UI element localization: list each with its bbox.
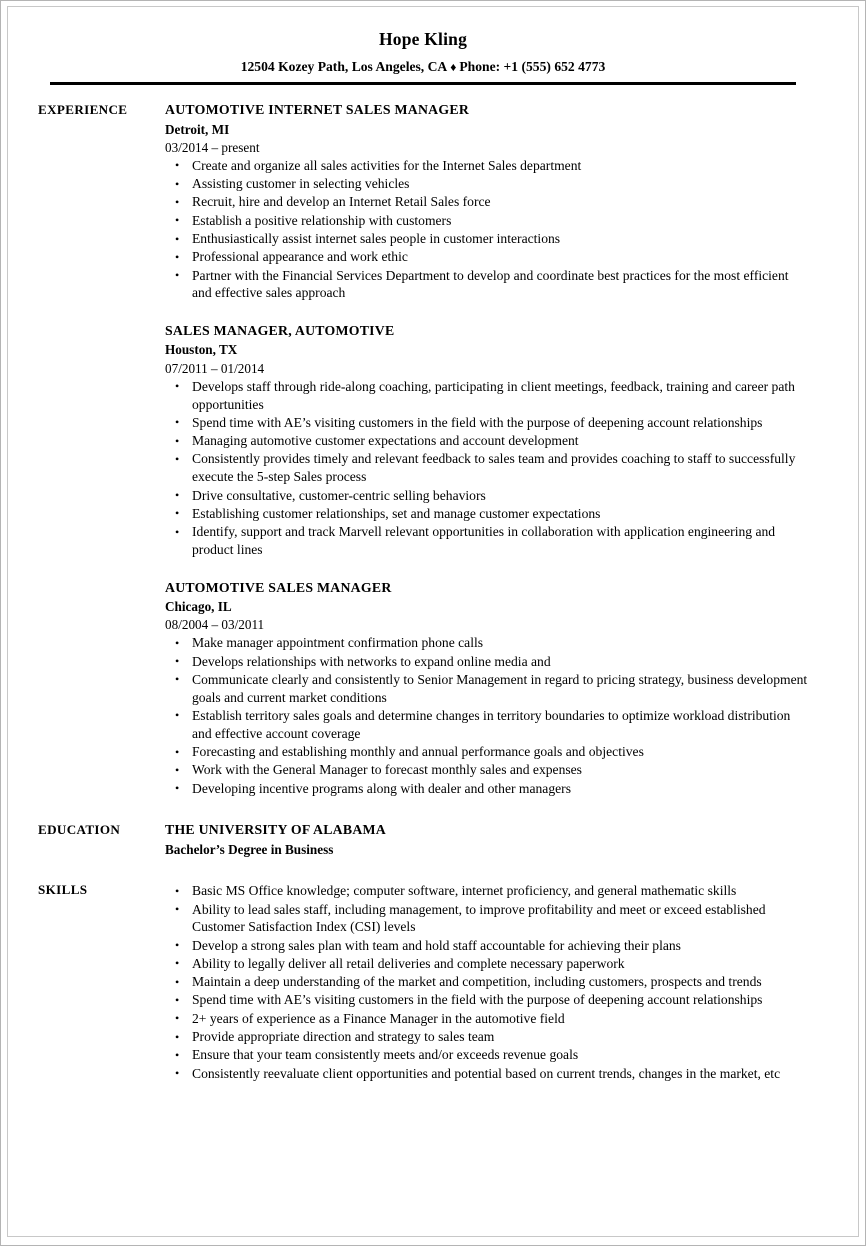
bullet-item: • Establish territory sales goals and determine changes in territory boundaries to optimize workload distribution and effective account coverage: [165, 707, 808, 743]
bullet-item: • Forecasting and establishing monthly and annual performance goals and objectives: [165, 743, 808, 761]
experience-entries: [165, 101, 808, 797]
bullet-item: • Developing incentive programs along with dealer and other managers: [165, 780, 808, 798]
job-entry: [165, 101, 808, 302]
job-title: AUTOMOTIVE INTERNET SALES MANAGER: [165, 102, 470, 118]
bullet-item: • Identify, support and track Marvell relevant opportunities in collaboration with application engineering and product lines: [165, 523, 808, 559]
bullet-item: • Maintain a deep understanding of the market and competition, including customers, prospects and trends: [165, 973, 808, 991]
candidate-name: Hope Kling: [378, 29, 468, 49]
section-experience: [38, 101, 808, 797]
bullet-item: • Establishing customer relationships, set and manage customer expectations: [165, 505, 808, 523]
bullet-item: • Ability to lead sales staff, including management, to improve profitability and meet or exceed established Customer Satisfaction Index (CSI) levels: [165, 901, 808, 937]
skills-bullet-list: [165, 882, 808, 1082]
job-location: Chicago, IL: [165, 598, 232, 614]
section-label-experience: EXPERIENCE: [38, 102, 128, 118]
education-school: THE UNIVERSITY OF ALABAMA: [165, 822, 387, 838]
job-entry: [165, 322, 808, 559]
bullet-item: • Basic MS Office knowledge; computer software, internet proficiency, and general mathematic skills: [165, 882, 808, 900]
section-skills: [38, 881, 808, 1082]
bullet-item: • Recruit, hire and develop an Internet Retail Sales force: [165, 193, 808, 211]
bullet-item: • Create and organize all sales activities for the Internet Sales department: [165, 157, 808, 175]
skills-entries: [165, 881, 808, 1082]
bullet-item: • Develop a strong sales plan with team and hold staff accountable for achieving their plans: [165, 937, 808, 955]
job-location: Houston, TX: [165, 342, 238, 358]
job-bullet-list: [165, 634, 808, 797]
header-divider: [50, 82, 796, 85]
job-dates: 03/2014 – present: [165, 139, 260, 155]
job-location: Detroit, MI: [165, 121, 230, 137]
bullet-item: • Communicate clearly and consistently to Senior Management in regard to pricing strategy, business development goals and current market conditions: [165, 671, 808, 707]
bullet-item: • Partner with the Financial Services Department to develop and coordinate best practices for the most efficient and effective sales approach: [165, 267, 808, 303]
bullet-item: • Professional appearance and work ethic: [165, 248, 808, 266]
contact-phone: Phone: +1 (555) 652 4773: [459, 59, 606, 74]
bullet-item: • Enthusiastically assist internet sales people in customer interactions: [165, 230, 808, 248]
bullet-item: • Provide appropriate direction and strategy to sales team: [165, 1028, 808, 1046]
job-entry: [165, 579, 808, 798]
bullet-item: • Ensure that your team consistently meets and/or exceeds revenue goals: [165, 1046, 808, 1064]
education-entry: [165, 821, 808, 859]
bullet-item: • Consistently provides timely and relevant feedback to sales team and provides coaching to staff to successfully execute the 5-step Sales process: [165, 450, 808, 486]
job-bullet-list: [165, 378, 808, 559]
job-title: AUTOMOTIVE SALES MANAGER: [165, 579, 392, 595]
bullet-item: • Establish a positive relationship with customers: [165, 212, 808, 230]
bullet-item: • Develops staff through ride-along coaching, participating in client meetings, feedback, training and career path opportunities: [165, 378, 808, 414]
job-title: SALES MANAGER, AUTOMOTIVE: [165, 323, 395, 339]
bullet-item: • Drive consultative, customer-centric selling behaviors: [165, 487, 808, 505]
bullet-item: • Ability to legally deliver all retail deliveries and complete necessary paperwork: [165, 955, 808, 973]
job-dates: 07/2011 – 01/2014: [165, 360, 265, 376]
contact-line: [38, 50, 808, 75]
bullet-item: • Work with the General Manager to forecast monthly sales and expenses: [165, 761, 808, 779]
bullet-item: • Managing automotive customer expectations and account development: [165, 432, 808, 450]
contact-address: 12504 Kozey Path, Los Angeles, CA: [240, 59, 448, 74]
diamond-separator-icon: ♦: [450, 60, 457, 74]
bullet-item: • Consistently reevaluate client opportunities and potential based on current trends, changes in the market, etc: [165, 1065, 808, 1083]
bullet-item: • Make manager appointment confirmation phone calls: [165, 634, 808, 652]
section-label-education: EDUCATION: [38, 822, 121, 838]
section-label-skills: SKILLS: [38, 882, 88, 898]
section-education: [38, 821, 808, 859]
bullet-item: • Develops relationships with networks to expand online media and: [165, 653, 808, 671]
bullet-item: • Spend time with AE’s visiting customers in the field with the purpose of deepening account relationships: [165, 414, 808, 432]
bullet-item: • Spend time with AE’s visiting customers in the field with the purpose of deepening account relationships: [165, 991, 808, 1009]
job-dates: 08/2004 – 03/2011: [165, 617, 265, 633]
bullet-item: • Assisting customer in selecting vehicles: [165, 175, 808, 193]
resume-content: [38, 25, 808, 1236]
bullet-item: • 2+ years of experience as a Finance Manager in the automotive field: [165, 1010, 808, 1028]
job-bullet-list: [165, 157, 808, 302]
education-degree: Bachelor’s Degree in Business: [165, 842, 334, 858]
page-border: [7, 6, 859, 1237]
